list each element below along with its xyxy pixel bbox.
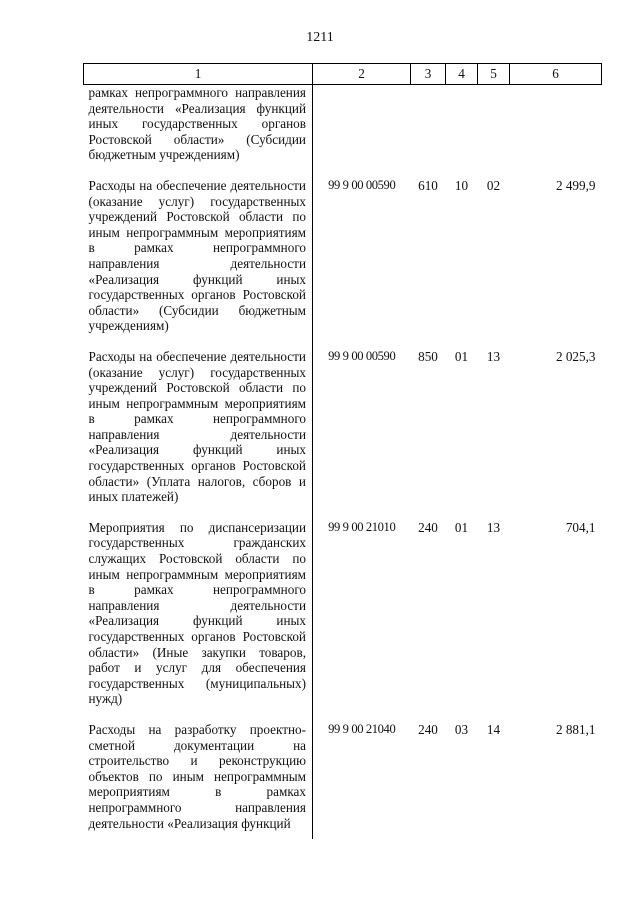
page-number: 1211 [306,30,334,45]
row-col3: 240 [418,519,438,535]
row-code: 99 9 00 00590 [328,177,396,192]
header-cell-3: 3 [411,64,446,85]
header-cell-6: 6 [510,64,602,85]
header-cell-5: 5 [478,64,510,85]
header-cell-4: 4 [446,64,478,85]
row-code: 99 9 00 21010 [328,519,396,534]
row-col5: 02 [486,177,501,193]
row-code: 99 9 00 21040 [328,721,396,736]
row-amount: 2 499,9 [555,177,596,193]
table-row [84,342,602,513]
row-col4: 01 [454,348,469,364]
row-col3: 240 [418,721,438,737]
table-row [84,85,602,171]
row-col4: 03 [454,721,469,737]
row-col5: 14 [486,721,501,737]
row-col3: 610 [418,177,438,193]
row-col5: 13 [486,348,501,364]
budget-table [83,63,602,839]
row-col5: 13 [486,519,501,535]
table-header [84,64,602,85]
row-col4: 10 [454,177,469,193]
row-col3: 850 [418,348,438,364]
row-col4: 01 [454,519,469,535]
row-description: Мероприятия по диспансеризации государственных гражданских служащих Ростовской области по иным непрограммным мероприятиям в рамках непрограммного направления деятельности «Реализация функций иных государственных органов Ростовской области» (Иные закупки товаров, работ и услуг для обеспечения государственных (муниципальных) нужд) [84,513,313,715]
header-cell-1: 1 [84,64,313,85]
row-code [313,85,411,171]
row-amount: 2 025,3 [555,348,596,364]
row-col3 [411,85,446,171]
row-amount: 2 881,1 [555,721,596,737]
row-col5 [478,85,510,171]
table-row [84,513,602,715]
row-amount [510,85,602,171]
table-row [84,171,602,342]
row-description: Расходы на обеспечение деятельности (оказание услуг) государственных учреждений Ростовской области по иным непрограммным мероприятиям в рамках непрограммного направления деятельности «Реализация функций иных государственных органов Ростовской области» (Уплата налогов, сборов и иных платежей) [84,342,313,513]
row-amount: 704,1 [565,519,596,535]
row-col4 [446,85,478,171]
row-description: Расходы на обеспечение деятельности (оказание услуг) государственных учреждений Ростовской области по иным непрограммным мероприятиям в рамках непрограммного направления деятельности «Реализация функций иных государственных органов Ростовской области» (Субсидии бюджетным учреждениям) [84,171,313,342]
row-description: Расходы на разработку проектно-сметной документации на строительство и реконструкцию объектов по иным непрограммным мероприятиям в рамках непрограммного направления деятельности «Реализация функций [84,715,313,839]
header-cell-2: 2 [313,64,411,85]
row-description: рамках непрограммного направления деятельности «Реализация функций иных государственных органов Ростовской области» (Субсидии бюджетным учреждениям) [84,85,313,171]
row-code: 99 9 00 00590 [328,348,396,363]
table-row [84,715,602,839]
